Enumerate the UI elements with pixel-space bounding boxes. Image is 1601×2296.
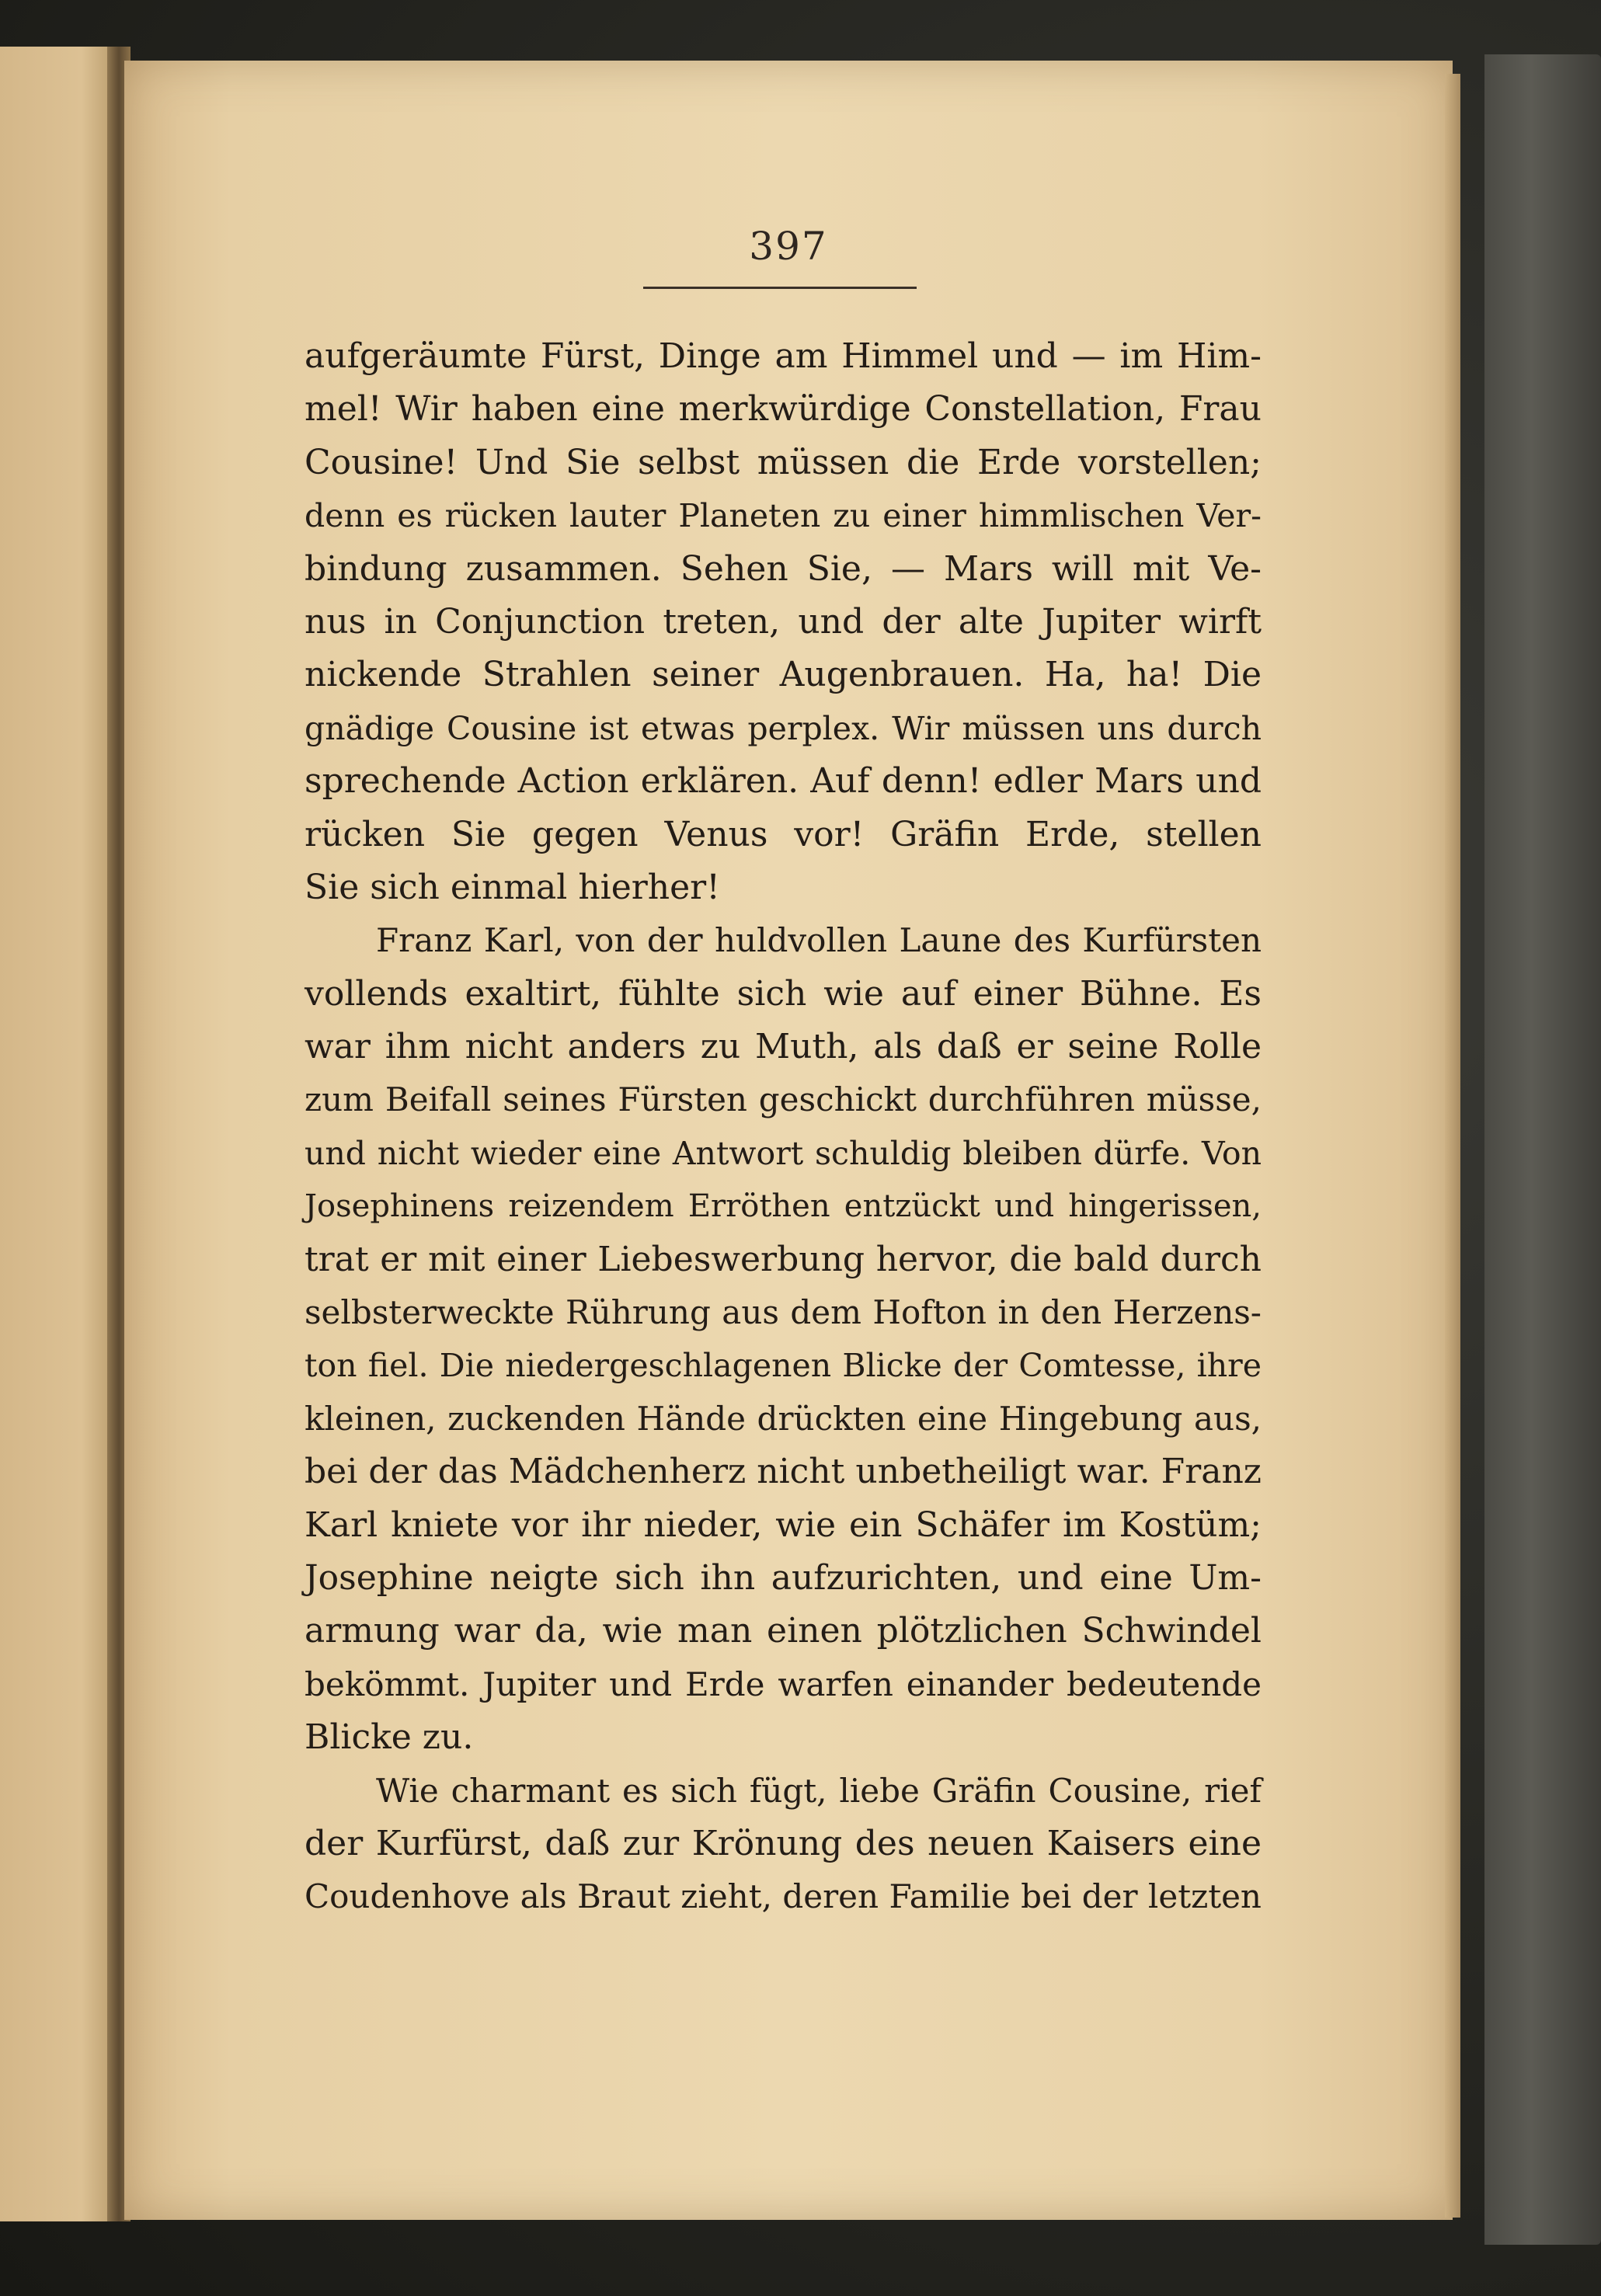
text-line: trat er mit einer Liebeswerbung hervor, die bald durch xyxy=(305,1239,1262,1279)
text-line: sprechende Action erklären. Auf denn! edler Mars und xyxy=(305,761,1262,802)
text-line: Josephinens reizendem Erröthen entzückt und hingerissen, xyxy=(305,1188,1262,1225)
text-line: der Kurfürst, daß zur Krönung des neuen Kaisers eine xyxy=(305,1823,1262,1863)
text-line: nickende Strahlen seiner Augenbrauen. Ha, ha! Die xyxy=(305,655,1262,695)
text-line: gnädige Cousine ist etwas perplex. Wir müssen uns durch xyxy=(305,709,1262,747)
text-line: selbsterweckte Rührung aus dem Hofton in den Herzens- xyxy=(305,1293,1262,1332)
text-line: rücken Sie gegen Venus vor! Gräfin Erde, stellen xyxy=(305,814,1262,854)
text-line: Josephine neigte sich ihn aufzurichten, und eine Um- xyxy=(305,1557,1262,1598)
text-line: und nicht wieder eine Antwort schuldig bleiben dürfe. Von xyxy=(305,1134,1262,1172)
text-line: war ihm nicht anders zu Muth, als daß er seine Rolle xyxy=(305,1027,1262,1067)
text-line: kleinen, zuckenden Hände drückten eine Hingebung aus, xyxy=(305,1399,1262,1438)
text-line: bekömmt. Jupiter und Erde warfen einander bedeutende xyxy=(305,1665,1262,1703)
text-line: denn es rücken lauter Planeten zu einer himmlischen Ver- xyxy=(305,497,1262,535)
page-number: 397 xyxy=(749,224,828,269)
text-line: ton fiel. Die niedergeschlagenen Blicke der Comtesse, ihre xyxy=(305,1347,1262,1385)
text-body xyxy=(305,330,1262,1924)
text-line: bindung zusammen. Sehen Sie, — Mars will mit Ve- xyxy=(305,548,1262,589)
text-line: zum Beifall seines Fürsten geschickt durchführen müsse, xyxy=(305,1080,1262,1119)
text-line: Franz Karl, von der huldvollen Laune des Kurfürsten xyxy=(376,921,1262,960)
text-line: aufgeräumte Fürst, Dinge am Himmel und — im Him- xyxy=(305,336,1262,376)
text-line: armung war da, wie man einen plötzlichen Schwindel xyxy=(305,1611,1262,1651)
left-page xyxy=(0,47,117,2221)
text-line: Wie charmant es sich fügt, liebe Gräfin Cousine, rief xyxy=(376,1771,1262,1810)
page-edge xyxy=(1445,74,1460,2218)
text-line: nus in Conjunction treten, und der alte Jupiter wirft xyxy=(305,601,1262,642)
text-line: Blicke zu. xyxy=(305,1717,474,1758)
text-line: Coudenhove als Braut zieht, deren Familie bei der letzten xyxy=(305,1877,1262,1916)
text-line: Karl kniete vor ihr nieder, wie ein Schäfer im Kostüm; xyxy=(305,1505,1262,1545)
text-line: mel! Wir haben eine merkwürdige Constellation, Frau xyxy=(305,389,1262,430)
header-rule xyxy=(643,287,917,289)
text-line: Cousine! Und Sie selbst müssen die Erde vorstellen; xyxy=(305,442,1262,482)
text-line: Sie sich einmal hierher! xyxy=(305,867,720,907)
book-cover-edge xyxy=(1484,54,1601,2245)
text-line: bei der das Mädchenherz nicht unbetheiligt war. Franz xyxy=(305,1452,1262,1492)
text-line: vollends exaltirt, fühlte sich wie auf einer Bühne. Es xyxy=(305,973,1262,1014)
